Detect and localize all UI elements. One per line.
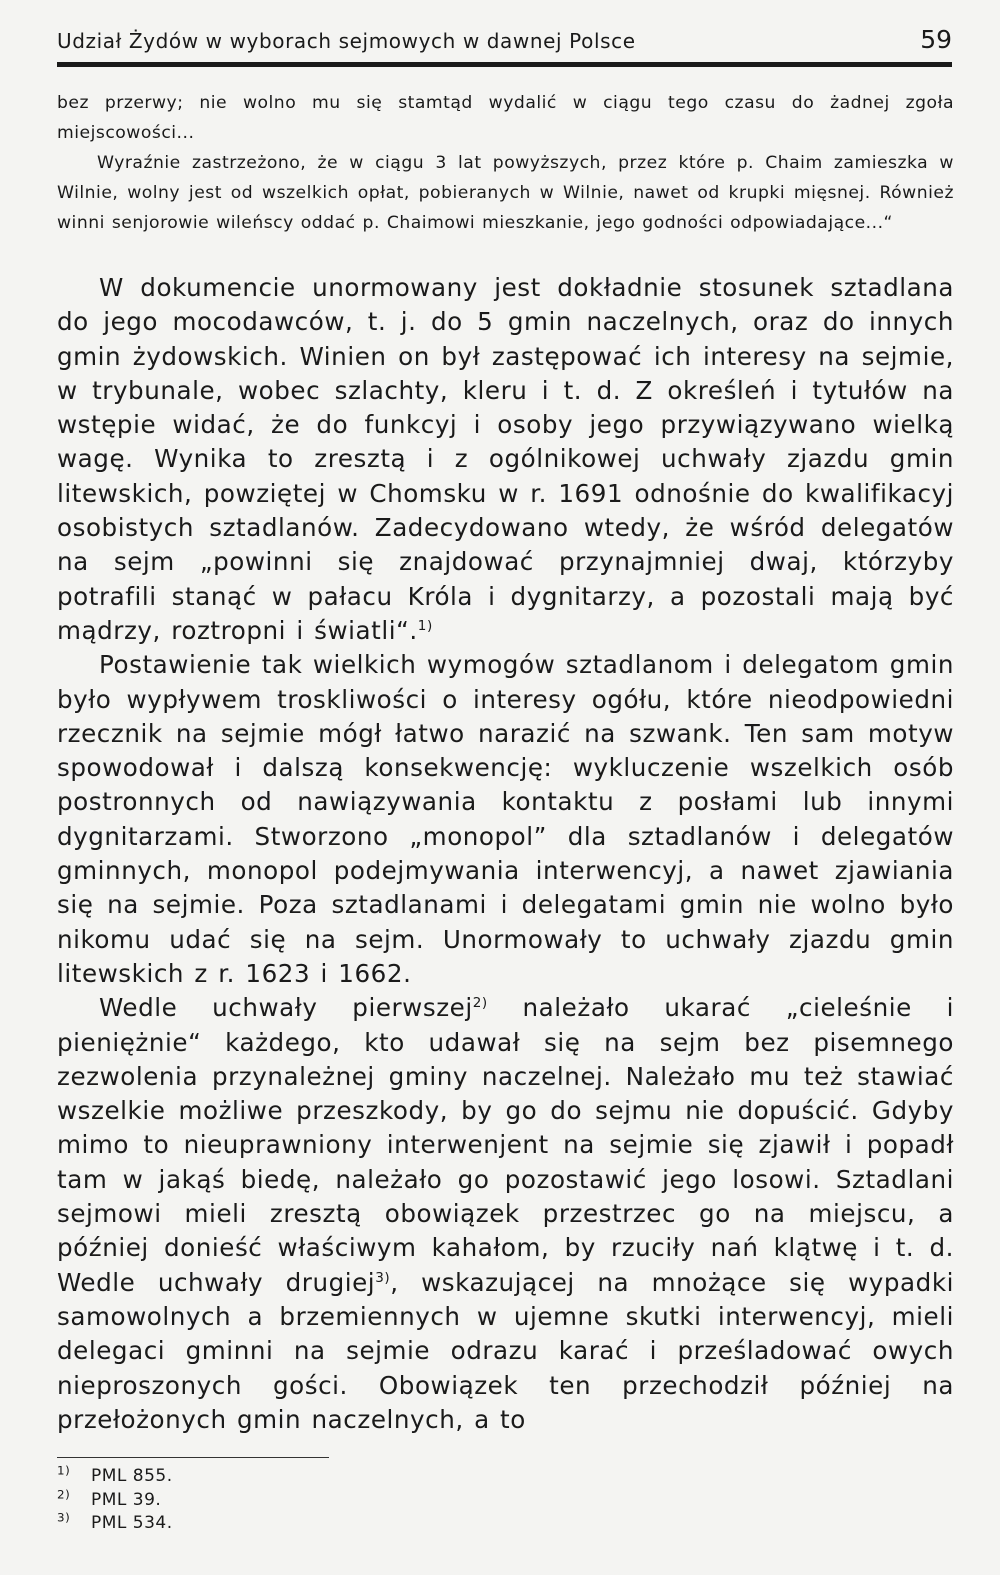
page-header bbox=[57, 22, 952, 67]
footnote-text: PML 39. bbox=[91, 1489, 162, 1510]
footnote-divider bbox=[57, 1457, 329, 1458]
body-text bbox=[57, 271, 954, 1437]
body-paragraph bbox=[57, 271, 954, 648]
paragraph-text: Wedle uchwały pierwszej bbox=[99, 993, 473, 1023]
body-paragraph: Postawienie tak wielkich wymogów sztadlanom i delegatom gmin było wypływem troskliwości o interesy ogółu, które nieodpowiedni rzecznik na sejmie mógł łatwo narazić na szwank. Ten sam motyw spowodował i dalszą konsekwencję: wykluczenie wszelkich osób postronnych od nawiązywania kontaktu z posłami lub innymi dygnitarzami. Stworzono „monopol” dla sztadlanów i delegatów gminnych, monopol podejmywania interwencyj, a nawet zjawiania się na sejmie. Poza sztadlanami i delegatami gmin nie wolno było nikomu udać się na sejm. Unormowały to uchwały zjazdu gmin litewskich z r. 1623 i 1662. bbox=[57, 650, 954, 988]
quoted-passage bbox=[57, 88, 954, 238]
footnote-reference: 3) bbox=[375, 1269, 391, 1286]
footnote bbox=[57, 1486, 173, 1513]
paragraph-text: należało ukarać „cieleśnie i pieniężnie“ każdego, kto udawał się na sejm bez pisemnego zezwolenia przynależnej gminy naczelnej. Należało mu też stawiać wszelkie możliwe przeszkody, by go do sejmu nie dopuścić. Gdyby mimo to nieuprawniony interwenjent na sejmie się zjawił i popadł tam w jakąś biedę, należało go pozostawić jego losowi. Sztadlani sejmowi mieli zresztą obowiązek przestrzec go na miejscu, a później donieść właściwym kahałom, by rzuciły nań klątwę i t. d. Wedle uchwały drugiej bbox=[57, 993, 954, 1297]
running-title: Udział Żydów w wyborach sejmowych w dawnej Polsce bbox=[57, 29, 636, 53]
paragraph-text: W dokumencie unormowany jest dokładnie stosunek sztadlana do jego mocodawców, t. j. do 5 gmin naczelnych, oraz do innych gmin żydowskich. Winien on był zastępować ich interesy na sejmie, w trybunale, wobec szlachty, kleru i t. d. Z określeń i tytułów na wstępie widać, że do funkcyj i osoby jego przywiązywano wielką wagę. Wynika to zresztą i z ogólnikowej uchwały zjazdu gmin litewskich, powziętej w Chomsku w r. 1691 odnośnie do kwalifikacyj osobistych sztadlanów. Zadecydowano wtedy, że wśród delegatów na sejm „powinni się znajdować przynajmniej dwaj, którzyby potrafili stanąć w pałacu Króla i dygnitarzy, a pozostali mają być mądrzy, roztropni i światli“. bbox=[57, 273, 954, 645]
footnote-mark: 2) bbox=[57, 1486, 71, 1501]
footnote-reference: 1) bbox=[417, 617, 433, 634]
footnote-reference: 2) bbox=[472, 995, 488, 1012]
footnote-mark: 3) bbox=[57, 1510, 71, 1525]
paragraph-text: , wskazującej na mnożące się wypadki samowolnych a brzemiennych w ujemne skutki interwencyj, mieli delegaci gminni na sejmie odrazu karać i prześladować owych nieproszonych gości. Obowiązek ten przechodził później na przełożonych gmin naczelnych, a to bbox=[57, 1267, 954, 1434]
footnote bbox=[57, 1512, 173, 1536]
page-number: 59 bbox=[920, 25, 952, 54]
quote-paragraph: Wyraźnie zastrzeżono, że w ciągu 3 lat powyższych, przez które p. Chaim zamieszka w Wilnie, wolny jest od wszelkich opłat, pobieranych w Wilnie, nawet od krupki mięsnej. Również winni senjorowie wileńscy oddać p. Chaimowi mieszkanie, jego godności odpowiadające...“ bbox=[57, 153, 954, 233]
quote-paragraph: bez przerwy; nie wolno mu się stamtąd wydalić w ciągu tego czasu do żadnej zgoła miejscowości... bbox=[57, 93, 954, 143]
footnote-text: PML 855. bbox=[91, 1466, 173, 1486]
footnote-mark: 1) bbox=[57, 1463, 71, 1478]
footnote bbox=[57, 1465, 173, 1489]
footnote-text: PML 534. bbox=[91, 1513, 173, 1533]
body-paragraph bbox=[57, 991, 954, 1437]
footnotes bbox=[57, 1465, 173, 1536]
